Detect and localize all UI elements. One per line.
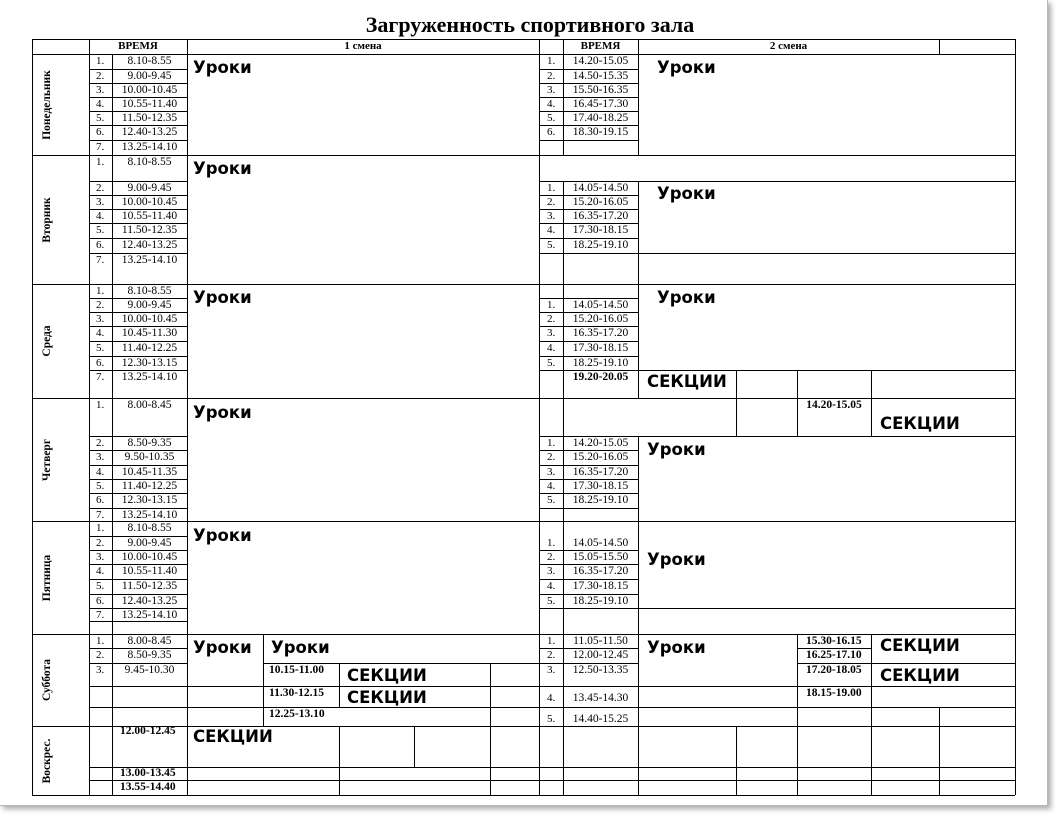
time-slot: 8.00-8.45 [127,635,172,647]
time-slot: 19.20-20.05 [572,371,629,383]
row-number: 1. [96,399,105,411]
section-time: 17.20-18.05 [806,664,862,676]
row-number: 6. [547,126,556,138]
time-slot: 14.20-15.05 [572,437,629,449]
row-number: 5. [547,494,556,506]
time-slot: 10.00-10.45 [121,551,178,563]
lessons-label: Уроки [271,638,330,657]
row-number: 5. [547,595,556,607]
lessons-label: Уроки [193,288,252,307]
row-number: 5. [96,580,105,592]
sections-label: СЕКЦИИ [347,688,427,707]
time-slot: 13.25-14.10 [121,609,178,621]
day-label: Среда [41,325,53,357]
time-slot: 11.50-12.35 [121,580,178,592]
time-slot: 17.30-18.15 [572,480,629,492]
sections-label: СЕКЦИИ [193,727,273,746]
row-number: 7. [96,371,105,383]
time-slot: 13.25-14.10 [121,509,178,521]
lessons-label: Уроки [657,184,716,203]
time-slot: 11.40-12.25 [121,480,178,492]
section-time: 14.20-15.05 [806,399,862,411]
lessons-label: Уроки [647,440,706,459]
header-time: ВРЕМЯ [118,40,158,52]
section-time: 13.00-13.45 [120,767,176,779]
row-number: 1. [547,437,556,449]
time-slot: 16.45-17.30 [572,98,629,110]
row-number: 1. [547,635,556,647]
row-number: 1. [96,156,105,168]
lessons-label: Уроки [647,550,706,569]
time-slot: 14.40-15.25 [572,713,629,725]
time-slot: 15.20-16.05 [572,196,629,208]
section-time: 11.30-12.15 [269,687,324,699]
time-slot: 16.35-17.20 [572,210,629,222]
day-label: Вторник [41,196,53,243]
lessons-label: Уроки [193,403,252,422]
row-number: 2. [547,196,556,208]
lessons-label: Уроки [193,638,252,657]
time-slot: 12.50-13.35 [572,664,629,676]
row-number: 4. [96,98,105,110]
row-number: 4. [547,224,556,236]
sections-label: СЕКЦИИ [880,666,960,685]
time-slot: 11.50-12.35 [121,224,178,236]
row-number: 6. [96,595,105,607]
row-number: 1. [547,537,556,549]
row-number: 3. [547,84,556,96]
section-time: 10.15-11.00 [269,664,324,676]
lessons-label: Уроки [647,638,706,657]
row-number: 6. [96,494,105,506]
row-number: 4. [547,580,556,592]
time-slot: 8.50-9.35 [127,649,172,661]
row-number: 5. [96,342,105,354]
row-number: 2. [547,70,556,82]
time-slot: 8.10-8.55 [127,285,172,297]
time-slot: 9.00-9.45 [127,299,172,311]
row-number: 3. [96,551,105,563]
time-slot: 10.55-11.40 [121,565,178,577]
lessons-label: Уроки [657,58,716,77]
row-number: 6. [96,126,105,138]
time-slot: 18.25-19.10 [572,239,629,251]
row-number: 7. [96,254,105,266]
time-slot: 11.05-11.50 [573,635,628,647]
row-number: 3. [547,664,556,676]
row-number: 3. [96,84,105,96]
time-slot: 18.25-19.10 [572,357,629,369]
time-slot: 8.10-8.55 [127,156,172,168]
header-shift-1: 1 смена [344,40,382,52]
time-slot: 9.45-10.30 [124,664,175,676]
time-slot: 16.35-17.20 [572,466,629,478]
row-number: 3. [96,664,105,676]
time-slot: 16.35-17.20 [572,327,629,339]
row-number: 1. [96,285,105,297]
row-number: 6. [96,357,105,369]
section-time: 16.25-17.10 [806,649,862,661]
time-slot: 13.25-14.10 [121,141,178,153]
row-number: 2. [547,649,556,661]
row-number: 4. [547,98,556,110]
page-title: Загруженность спортивного зала [365,12,695,37]
time-slot: 8.10-8.55 [127,55,172,67]
time-slot: 8.00-8.45 [127,399,172,411]
row-number: 2. [547,451,556,463]
time-slot: 15.20-16.05 [572,451,629,463]
row-number: 3. [96,451,105,463]
time-slot: 18.30-19.15 [572,126,629,138]
time-slot: 15.05-15.50 [572,551,629,563]
time-slot: 10.00-10.45 [121,84,178,96]
row-number: 1. [96,635,105,647]
time-slot: 13.45-14.30 [572,692,629,704]
row-number: 2. [547,551,556,563]
section-time: 15.30-16.15 [806,635,862,647]
row-number: 4. [96,210,105,222]
time-slot: 17.30-18.15 [572,580,629,592]
time-slot: 14.50-15.35 [572,70,629,82]
row-number: 4. [547,342,556,354]
time-slot: 14.05-14.50 [572,537,629,549]
row-number: 4. [547,480,556,492]
time-slot: 12.40-13.25 [121,126,178,138]
section-time: 18.15-19.00 [806,687,862,699]
time-slot: 17.40-18.25 [572,112,629,124]
row-number: 3. [96,196,105,208]
row-number: 5. [547,112,556,124]
row-number: 2. [96,182,105,194]
row-number: 2. [96,299,105,311]
section-time: 13.55-14.40 [120,781,176,793]
row-number: 5. [547,239,556,251]
header-time: ВРЕМЯ [580,40,621,52]
time-slot: 11.50-12.35 [121,112,178,124]
row-number: 3. [547,210,556,222]
time-slot: 18.25-19.10 [572,494,629,506]
sections-label: СЕКЦИИ [647,372,727,391]
time-slot: 8.10-8.55 [127,522,172,534]
day-label: Четверг [41,438,53,481]
time-slot: 10.55-11.40 [121,98,178,110]
row-number: 2. [96,70,105,82]
time-slot: 12.40-13.25 [121,239,178,251]
row-number: 2. [96,649,105,661]
time-slot: 10.45-11.35 [121,466,178,478]
sections-label: СЕКЦИИ [880,414,960,433]
row-number: 3. [547,327,556,339]
time-slot: 14.05-14.50 [572,182,629,194]
row-number: 7. [96,509,105,521]
row-number: 3. [547,565,556,577]
row-number: 1. [547,55,556,67]
sections-label: СЕКЦИИ [880,636,960,655]
time-slot: 10.55-11.40 [121,210,178,222]
time-slot: 15.50-16.35 [572,84,629,96]
row-number: 4. [96,565,105,577]
row-number: 7. [96,609,105,621]
time-slot: 9.00-9.45 [127,537,172,549]
row-number: 2. [96,437,105,449]
time-slot: 12.30-13.15 [121,494,178,506]
day-label: Воскрес. [41,738,53,783]
section-time: 12.00-12.45 [120,725,176,737]
time-slot: 12.40-13.25 [121,595,178,607]
time-slot: 9.00-9.45 [127,182,172,194]
sections-label: СЕКЦИИ [347,666,427,685]
lessons-label: Уроки [193,526,252,545]
row-number: 1. [547,299,556,311]
row-number: 2. [547,313,556,325]
lessons-label: Уроки [193,159,252,178]
time-slot: 9.00-9.45 [127,70,172,82]
time-slot: 14.05-14.50 [572,299,629,311]
time-slot: 10.00-10.45 [121,313,178,325]
time-slot: 12.00-12.45 [572,649,629,661]
time-slot: 8.50-9.35 [127,437,172,449]
row-number: 1. [96,55,105,67]
time-slot: 13.25-14.10 [121,254,178,266]
lessons-label: Уроки [193,58,252,77]
lessons-label: Уроки [657,288,716,307]
row-number: 6. [96,239,105,251]
time-slot: 16.35-17.20 [572,565,629,577]
time-slot: 11.40-12.25 [121,342,178,354]
row-number: 5. [547,357,556,369]
row-number: 5. [96,224,105,236]
header-shift-2: 2 смена [769,40,808,52]
day-label: Суббота [41,658,53,702]
time-slot: 17.30-18.15 [572,342,629,354]
row-number: 3. [96,313,105,325]
time-slot: 14.20-15.05 [572,55,629,67]
row-number: 4. [96,327,105,339]
time-slot: 13.25-14.10 [121,371,178,383]
row-number: 2. [96,537,105,549]
row-number: 5. [547,713,556,725]
section-time: 12.25-13.10 [269,708,325,720]
row-number: 5. [96,480,105,492]
row-number: 4. [96,466,105,478]
time-slot: 17.30-18.15 [572,224,629,236]
time-slot: 15.20-16.05 [572,313,629,325]
row-number: 1. [96,522,105,534]
row-number: 1. [547,182,556,194]
row-number: 4. [547,692,556,704]
row-number: 3. [547,466,556,478]
day-label: Понедельник [41,69,53,140]
time-slot: 18.25-19.10 [572,595,629,607]
row-number: 7. [96,141,105,153]
time-slot: 12.30-13.15 [121,357,178,369]
day-label: Пятница [41,554,53,601]
time-slot: 10.45-11.30 [121,327,178,339]
time-slot: 10.00-10.45 [121,196,178,208]
row-number: 5. [96,112,105,124]
time-slot: 9.50-10.35 [124,451,175,463]
